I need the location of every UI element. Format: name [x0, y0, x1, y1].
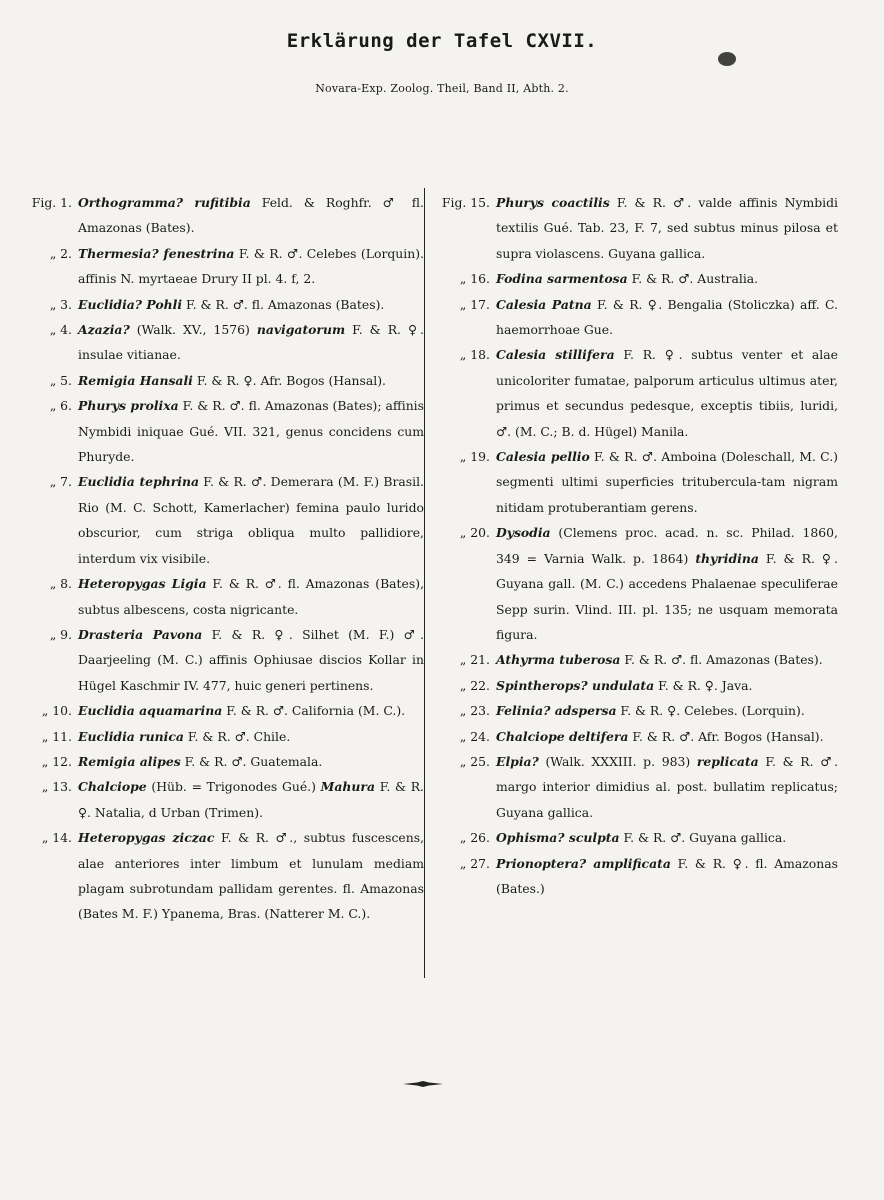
figure-number: „ 24.	[459, 728, 490, 744]
species-name: Heteropygas ziczac	[78, 830, 215, 846]
species-name: Orthogramma? rufitibia	[78, 195, 251, 210]
figure-number: „ 12.	[41, 753, 72, 769]
description-text: F. & R. ♂. valde affinis Nymbidi textilis Gué. Tab. 23, F. 7, sed subtus minus pilosa et supra violascens. Guyana gallica.	[496, 195, 838, 261]
figure-entry	[434, 825, 838, 850]
ink-blot	[718, 52, 736, 66]
figure-description	[490, 444, 838, 520]
figure-description	[72, 774, 424, 825]
species-name: Prionoptera? amplificata	[496, 855, 671, 871]
description-text: F. & R. ♀. Natalia, d Urban (Trimen).	[78, 779, 424, 820]
left-column	[22, 190, 424, 927]
figure-description	[72, 241, 424, 292]
figure-number: „ 21.	[459, 652, 490, 668]
description-text: F. & R. ♂. fl. Amazonas (Bates).	[182, 296, 385, 312]
description-text: F. & R. ♂. Chile.	[183, 728, 291, 744]
figure-number: „ 10.	[41, 703, 72, 719]
figure-number: „ 18.	[459, 347, 490, 363]
species-name: Elpia?	[496, 753, 539, 769]
figure-description	[72, 724, 424, 749]
species-name: Calesia pellio	[496, 449, 590, 465]
figure-number: „ 27.	[459, 855, 490, 871]
species-name: Chalciope	[78, 779, 147, 795]
figure-description	[72, 292, 424, 317]
figure-description	[72, 749, 424, 774]
figure-entry	[434, 190, 838, 266]
species-name: thyridina	[695, 550, 759, 566]
description-text: F. & R. ♂. Amboina (Doleschall, M. C.) segmenti ultimi superficies tritubercula-tam nigram nitidam protuberantiam gerens.	[496, 449, 838, 515]
description-text: F. & R. ♀. Guyana gall. (M. C.) accedens Phalaenae speculiferae Sepp surin. Vlind. III. pl. 135; ne usquam memorata figura.	[496, 550, 838, 642]
figure-description	[490, 851, 838, 902]
figure-entry	[434, 851, 838, 902]
figure-entry	[22, 241, 424, 292]
end-ornament	[403, 1081, 443, 1087]
figure-number: „ 11.	[41, 728, 72, 744]
figure-entry	[434, 292, 838, 343]
figure-number: „ 26.	[459, 830, 490, 846]
description-text: F. & R. ♂. Guyana gallica.	[619, 830, 787, 846]
figure-entry	[22, 292, 424, 317]
species-name: Ophisma? sculpta	[496, 830, 620, 846]
figure-entry	[434, 342, 838, 444]
figure-description	[490, 724, 838, 749]
species-name: Euclidia runica	[78, 728, 184, 744]
figure-number: „ 20.	[459, 525, 490, 541]
description-text: F. & R. ♀. Java.	[654, 677, 753, 693]
figure-number: „ 25.	[459, 753, 490, 769]
column-divider	[424, 188, 425, 978]
figure-entry	[22, 622, 424, 698]
species-name: Thermesia? fenestrina	[78, 245, 235, 261]
figure-entry	[22, 724, 424, 749]
figure-entry	[434, 698, 838, 723]
species-name: replicata	[696, 753, 759, 769]
figure-description	[490, 266, 838, 291]
figure-number: „ 17.	[459, 296, 490, 312]
description-text: (Hüb. = Trigonodes Gué.)	[146, 779, 321, 795]
description-text: F. & R. ♂. Demerara (M. F.) Brasil. Rio (M. C. Schott, Kamerlacher) femina paulo lurido obscurior, cum striga obliqua multo pallidiore, interdum vix visibile.	[78, 474, 424, 566]
figure-number: „ 22.	[459, 677, 490, 693]
figure-entry	[434, 647, 838, 672]
figure-entry	[22, 317, 424, 368]
description-text: F. R. ♀. subtus venter et alae unicoloriter fumatae, palporum articulus ultimus ater, primus et secundus pedesque, exceptis tibiis, luridi, ♂. (M. C.; B. d. Hügel) Manila.	[496, 347, 838, 439]
description-text: F. & R. ♂. fl. Amazonas (Bates), subtus albescens, costa nigricante.	[78, 576, 425, 617]
figure-entry	[434, 266, 838, 291]
figure-description	[490, 342, 838, 444]
figure-description	[72, 469, 424, 571]
species-name: Euclidia tephrina	[78, 474, 200, 490]
figure-number: „ 2.	[49, 245, 72, 261]
figure-entry	[434, 444, 838, 520]
figure-number: „ 6.	[49, 398, 72, 414]
figure-description	[490, 749, 838, 825]
figure-description	[490, 520, 838, 647]
species-name: Fodina sarmentosa	[496, 271, 628, 287]
figure-number: „ 23.	[459, 703, 490, 719]
species-name: Remigia alipes	[78, 753, 181, 769]
figure-entry	[434, 520, 838, 647]
figure-number: „ 14.	[41, 830, 72, 846]
figure-description	[72, 393, 424, 469]
figure-entry	[22, 749, 424, 774]
figure-description	[72, 571, 424, 622]
description-text: F. & R. ♂. Australia.	[627, 271, 759, 287]
description-text: F. & R. ♀. insulae vitianae.	[78, 322, 424, 363]
description-text: F. & R. ♀. fl. Amazonas (Bates.)	[496, 855, 838, 896]
figure-entry	[434, 724, 838, 749]
description-text: F. & R. ♀. Celebes. (Lorquin).	[616, 703, 805, 719]
species-name: Dysodia	[496, 525, 551, 541]
species-name: Felinia? adspersa	[496, 703, 617, 719]
description-text: F. & R. ♂. Afr. Bogos (Hansal).	[628, 728, 824, 744]
figure-number: „ 9.	[49, 626, 72, 642]
figure-description	[72, 190, 424, 241]
species-name: Mahura	[320, 779, 375, 795]
species-name: Drasteria Pavona	[78, 626, 203, 642]
figure-number: Fig. 1.	[31, 195, 72, 210]
page-title: Erklärung der Tafel CXVII.	[286, 30, 598, 52]
figure-description	[490, 698, 838, 723]
description-text: (Walk. XV., 1576)	[129, 322, 257, 338]
figure-entry	[22, 571, 424, 622]
right-column	[434, 190, 838, 901]
description-text: F. & R. ♀. Silhet (M. F.) ♂. Daarjeeling (M. C.) affinis Ophiusae discios Kollar in Hügel Kaschmir IV. 477, huic generi pertinens.	[78, 626, 424, 693]
description-text: Feld. & Roghfr. ♂ fl. Amazonas (Bates).	[78, 195, 424, 236]
figure-description	[72, 622, 424, 698]
figure-entry	[22, 190, 424, 241]
figure-entry	[22, 368, 424, 393]
description-text: (Clemens proc. acad. n. sc. Philad. 1860, 349 = Varnia Walk. p. 1864)	[496, 525, 838, 566]
description-text: F. & R. ♂. California (M. C.).	[222, 703, 406, 719]
figure-description	[490, 292, 838, 343]
species-name: Spintherops? undulata	[496, 677, 655, 693]
figure-entry	[22, 774, 424, 825]
description-text: F. & R. ♂. margo interior dimidius al. post. bullatim replicatus; Guyana gallica.	[496, 753, 839, 820]
figure-number: „ 5.	[49, 372, 72, 388]
figure-number: „ 4.	[49, 322, 72, 338]
description-text: F. & R. ♂. fl. Amazonas (Bates); affinis Nymbidi iniquae Gué. VII. 321, genus concidens cum Phuryde.	[78, 398, 425, 465]
figure-entry	[22, 469, 424, 571]
figure-entry	[22, 825, 424, 927]
species-name: Euclidia? Pohli	[78, 296, 183, 312]
figure-number: Fig. 15.	[441, 195, 490, 210]
species-name: Azazia?	[78, 322, 130, 338]
figure-description	[490, 190, 838, 266]
description-text: F. & R. ♀. Bengalia (Stoliczka) aff. C. haemorrhoae Gue.	[496, 296, 838, 338]
figure-description	[72, 698, 424, 723]
species-name: Heteropygas Ligia	[78, 576, 207, 592]
figure-description	[490, 673, 838, 698]
species-name: Remigia Hansali	[78, 372, 193, 388]
description-text: F. & R. ♂. fl. Amazonas (Bates).	[620, 652, 823, 668]
description-text: F. & R. ♂., subtus fuscescens, alae anteriores inter limbum et lunulam mediam plagam subrotundam pallidam gerentes. fl. Amazonas (Bates M. F.) Ypanema, Bras. (Natterer M. C.).	[78, 830, 425, 922]
figure-entry	[434, 749, 838, 825]
figure-number: „ 16.	[459, 271, 490, 287]
description-text: F. & R. ♂. Guatemala.	[180, 753, 323, 769]
species-name: Phurys coactilis	[496, 195, 610, 210]
species-name: Athyrma tuberosa	[496, 652, 621, 668]
figure-description	[72, 825, 424, 927]
figure-number: „ 19.	[459, 449, 490, 465]
description-text: F. & R. ♀. Afr. Bogos (Hansal).	[192, 372, 386, 388]
figure-description	[490, 825, 838, 850]
species-name: Chalciope deltifera	[496, 728, 629, 744]
figure-description	[490, 647, 838, 672]
species-name: Euclidia aquamarina	[78, 703, 223, 719]
description-text: (Walk. XXXIII. p. 983)	[538, 753, 697, 769]
figure-number: „ 13.	[41, 779, 72, 795]
species-name: Calesia Patna	[496, 296, 592, 312]
description-text: F. & R. ♂. Celebes (Lorquin). affinis N. myrtaeae Drury II pl. 4. f, 2.	[78, 245, 424, 287]
figure-entry	[22, 393, 424, 469]
figure-number: „ 8.	[49, 576, 72, 592]
page-subtitle: Novara-Exp. Zoolog. Theil, Band II, Abth. 2.	[315, 82, 569, 95]
figure-number: „ 3.	[49, 296, 72, 312]
species-name: Calesia stillifera	[496, 347, 615, 363]
figure-entry	[434, 673, 838, 698]
species-name: navigatorum	[256, 322, 346, 338]
figure-description	[72, 317, 424, 368]
figure-number: „ 7.	[49, 474, 72, 490]
figure-description	[72, 368, 424, 393]
species-name: Phurys prolixa	[78, 398, 179, 414]
figure-entry	[22, 698, 424, 723]
